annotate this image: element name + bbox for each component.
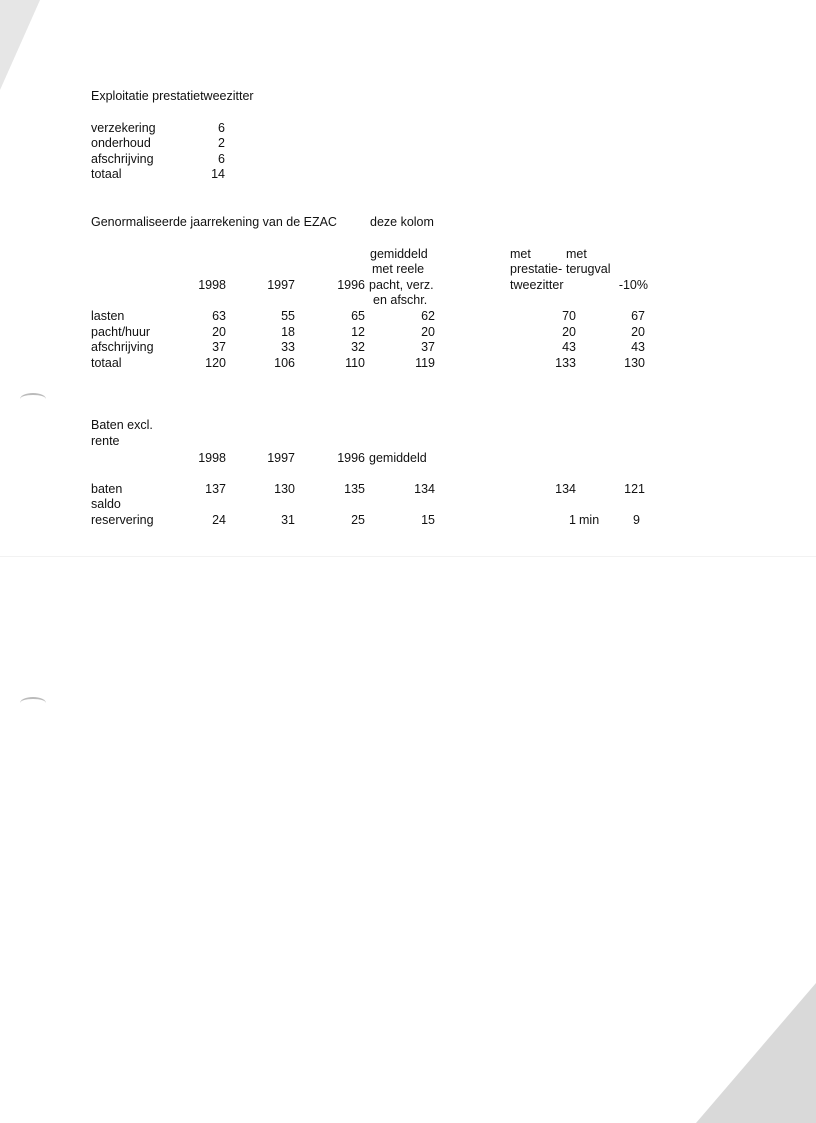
- column-note: deze kolom: [370, 215, 434, 229]
- row-label: reservering: [91, 513, 154, 527]
- cell-1998: 37: [212, 340, 226, 354]
- cell-met1-suffix: min: [579, 513, 600, 527]
- cell-met1: 20: [562, 325, 576, 339]
- row-label: lasten: [91, 309, 125, 323]
- cell-1996: 65: [351, 309, 365, 323]
- cell-avg: 15: [421, 513, 435, 527]
- cell-1997: 130: [274, 482, 295, 496]
- cell-1998: 120: [205, 356, 226, 370]
- row-label: baten: [91, 482, 123, 496]
- row-label-saldo: saldo: [91, 497, 121, 511]
- cost-value: 6: [218, 121, 225, 135]
- cell-1996: 25: [351, 513, 365, 527]
- cell-met1: 43: [562, 340, 576, 354]
- cell-1997: 33: [281, 340, 295, 354]
- row-label: afschrijving: [91, 340, 154, 354]
- cell-avg: 37: [421, 340, 435, 354]
- punch-hole-mark: [20, 697, 46, 709]
- cost-value: 6: [218, 152, 225, 166]
- cell-met2: 43: [631, 340, 645, 354]
- cost-label: onderhoud: [91, 136, 151, 150]
- cell-met2: 9: [633, 513, 640, 527]
- header-year-1998: 1998: [198, 278, 226, 292]
- cell-avg: 20: [421, 325, 435, 339]
- header-year-1998: 1998: [198, 451, 226, 465]
- row-label: pacht/huur: [91, 325, 151, 339]
- cell-met2: 20: [631, 325, 645, 339]
- header-year-1997: 1997: [267, 278, 295, 292]
- cost-value: 14: [211, 167, 225, 181]
- cell-1996: 135: [344, 482, 365, 496]
- header-year-1997: 1997: [267, 451, 295, 465]
- cell-1996: 32: [351, 340, 365, 354]
- cost-value: 2: [218, 136, 225, 150]
- folded-corner-bottom-right: [696, 983, 816, 1123]
- cell-met1: 134: [555, 482, 576, 496]
- cell-met1: 133: [555, 356, 576, 370]
- folded-corner-top-left: [0, 0, 40, 90]
- header-met1-line3: tweezitter: [510, 278, 564, 292]
- row-label: totaal: [91, 356, 122, 370]
- cell-avg: 119: [415, 356, 435, 370]
- punch-hole-mark: [20, 393, 46, 405]
- cell-1998: 24: [212, 513, 226, 527]
- cell-avg: 62: [421, 309, 435, 323]
- paper-fold-line: [0, 556, 816, 557]
- cost-label: verzekering: [91, 121, 156, 135]
- header-avg-line2: met reele: [372, 262, 425, 276]
- cell-met1: 1: [569, 513, 576, 527]
- cell-1996: 110: [345, 356, 365, 370]
- cell-met2: 130: [624, 356, 645, 370]
- cell-met2: 121: [624, 482, 645, 496]
- section-title-exploitatie: Exploitatie prestatietweezitter: [91, 89, 254, 103]
- cost-label: totaal: [91, 167, 122, 181]
- header-avg: gemiddeld: [369, 451, 427, 465]
- header-year-1996: 1996: [337, 451, 365, 465]
- section-title-baten-line1: Baten excl.: [91, 418, 153, 432]
- cell-met2: 67: [631, 309, 645, 323]
- header-met1-line2: prestatie-: [510, 262, 563, 276]
- cell-1997: 55: [281, 309, 295, 323]
- header-avg-line4: en afschr.: [373, 293, 428, 307]
- header-met2-line1: met: [566, 247, 587, 261]
- section-title-jaarrekening: Genormaliseerde jaarrekening van de EZAC: [91, 215, 337, 229]
- cell-1997: 31: [281, 513, 295, 527]
- cell-1998: 63: [212, 309, 226, 323]
- header-avg-line3: pacht, verz.: [369, 278, 434, 292]
- header-year-1996: 1996: [337, 278, 365, 292]
- cell-1998: 137: [205, 482, 226, 496]
- cell-avg: 134: [414, 482, 435, 496]
- header-met1-line1: met: [510, 247, 531, 261]
- cell-1996: 12: [351, 325, 365, 339]
- cell-1997: 18: [281, 325, 295, 339]
- cost-label: afschrijving: [91, 152, 154, 166]
- cell-1998: 20: [212, 325, 226, 339]
- header-met2-line3: -10%: [618, 278, 648, 292]
- header-avg-line1: gemiddeld: [370, 247, 428, 261]
- header-met2-line2: terugval: [566, 262, 611, 276]
- section-title-baten-line2: rente: [91, 434, 120, 448]
- cell-met1: 70: [562, 309, 576, 323]
- cell-1997: 106: [274, 356, 295, 370]
